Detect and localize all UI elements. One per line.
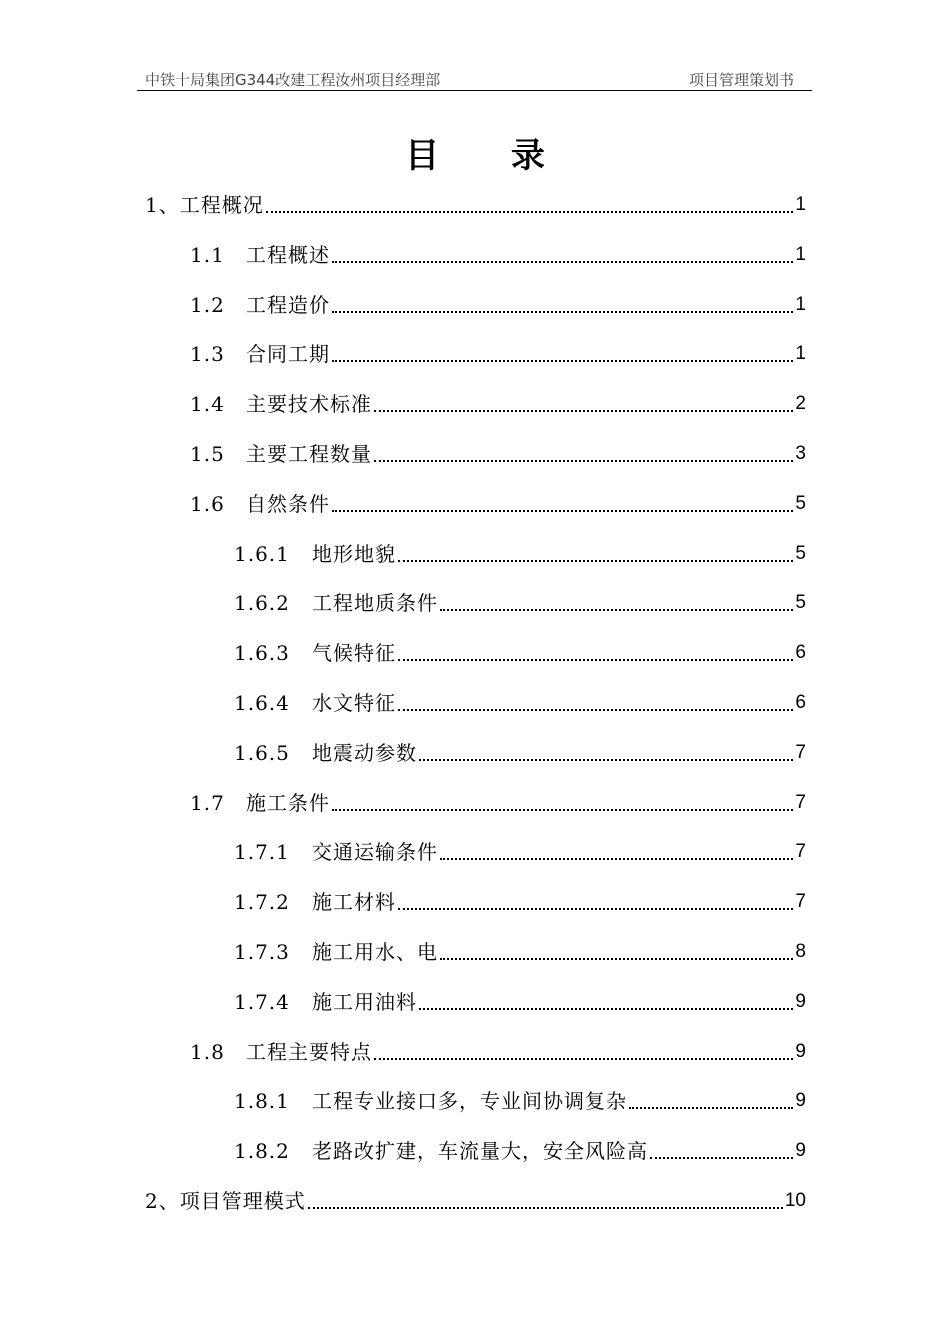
- toc-entry-page: 7: [795, 792, 806, 813]
- toc-entry-page: 1: [795, 194, 806, 215]
- toc-entry-page: 6: [795, 692, 806, 713]
- toc-entry[interactable]: [234, 884, 806, 914]
- toc-entry-number: 2、: [145, 1189, 180, 1213]
- toc-entry-page: 9: [795, 1140, 806, 1161]
- toc-entry-title: 交通运输条件: [312, 840, 438, 864]
- toc-leader-dots: [398, 559, 793, 562]
- toc-entry-number: 1.3: [190, 342, 225, 366]
- toc-entry-page: 9: [795, 1041, 806, 1062]
- toc-leader-dots: [419, 1007, 793, 1010]
- toc-entry-page: 2: [795, 393, 806, 414]
- toc-leader-dots: [332, 359, 793, 362]
- toc-entry-title: 工程概述: [246, 243, 330, 267]
- toc-leader-dots: [308, 1206, 783, 1209]
- toc-entry-page: 1: [795, 343, 806, 364]
- toc-entry-page: 8: [795, 941, 806, 962]
- toc-entry-title: 水文特征: [312, 691, 396, 715]
- toc-entry[interactable]: [145, 187, 806, 217]
- toc-entry[interactable]: [234, 1083, 806, 1113]
- toc-entry-title: 地形地貌: [312, 542, 396, 566]
- toc-entry-page: 5: [795, 493, 806, 514]
- toc-entry-title: 主要技术标准: [246, 392, 372, 416]
- toc-entry[interactable]: [190, 237, 806, 267]
- toc-entry-title: 工程概况: [179, 193, 264, 217]
- toc-entry[interactable]: [190, 386, 806, 416]
- toc-entry[interactable]: [234, 685, 806, 715]
- toc-entry[interactable]: [190, 1034, 806, 1064]
- toc-entry[interactable]: [190, 486, 806, 516]
- toc-entry-title: 项目管理模式: [179, 1189, 306, 1213]
- toc-leader-dots: [650, 1156, 793, 1159]
- toc-entry-number: 1.6.2: [234, 591, 290, 615]
- toc-leader-dots: [374, 459, 793, 462]
- toc-leader-dots: [419, 758, 793, 761]
- toc-leader-dots: [266, 210, 794, 213]
- toc-entry-title: 工程造价: [246, 293, 330, 317]
- toc-entry-number: 1.7.1: [234, 840, 290, 864]
- toc-entry-number: 1.7.4: [234, 990, 290, 1014]
- toc-entry-number: 1.6.4: [234, 691, 290, 715]
- toc-entry-number: 1.7: [190, 791, 225, 815]
- toc-entry-page: 1: [795, 244, 806, 265]
- toc-entry-title: 老路改扩建，车流量大，安全风险高: [312, 1139, 648, 1163]
- toc-entry-title: 工程主要特点: [246, 1040, 372, 1064]
- toc-entry-title: 施工条件: [246, 791, 330, 815]
- toc-entry[interactable]: [234, 984, 806, 1014]
- toc-entry-number: 1、: [145, 193, 180, 217]
- toc-entry[interactable]: [234, 934, 806, 964]
- toc-entry-page: 7: [795, 742, 806, 763]
- toc-entry-title: 自然条件: [246, 492, 330, 516]
- toc-entry-page: 9: [795, 1090, 806, 1111]
- toc-entry-page: 9: [795, 991, 806, 1012]
- toc-entry-page: 5: [795, 592, 806, 613]
- toc-entry-title: 工程专业接口多，专业间协调复杂: [312, 1089, 627, 1113]
- toc-entry-number: 1.6.1: [234, 542, 290, 566]
- toc-entry-page: 7: [795, 891, 806, 912]
- toc-entry-page: 1: [795, 294, 806, 315]
- toc-leader-dots: [440, 857, 793, 860]
- toc-entry-page: 6: [795, 642, 806, 663]
- toc-entry-page: 7: [795, 841, 806, 862]
- toc-leader-dots: [398, 708, 793, 711]
- toc-leader-dots: [332, 509, 793, 512]
- toc-entry-number: 1.8.1: [234, 1089, 290, 1113]
- toc-entry-title: 施工用油料: [312, 990, 417, 1014]
- header-right-text: 项目管理策划书: [688, 71, 794, 89]
- toc-entry-title: 主要工程数量: [246, 442, 372, 466]
- toc-entry[interactable]: [190, 287, 806, 317]
- toc-entry-number: 1.5: [190, 442, 225, 466]
- toc-entry-number: 1.7.2: [234, 890, 290, 914]
- toc-entry-title: 地震动参数: [312, 741, 417, 765]
- toc-entry-title: 施工材料: [312, 890, 396, 914]
- toc-entry-title: 施工用水、电: [312, 940, 438, 964]
- toc-entry[interactable]: [190, 785, 806, 815]
- toc-leader-dots: [440, 608, 793, 611]
- toc-title: 目 录: [405, 136, 575, 176]
- toc-leader-dots: [398, 907, 793, 910]
- toc-entry-number: 1.7.3: [234, 940, 290, 964]
- toc-leader-dots: [374, 409, 793, 412]
- toc-leader-dots: [332, 808, 793, 811]
- toc-entry-number: 1.6: [190, 492, 225, 516]
- toc-entry-page: 5: [795, 543, 806, 564]
- toc-leader-dots: [398, 658, 793, 661]
- toc-leader-dots: [440, 957, 793, 960]
- header-left-text: 中铁十局集团G344改建工程汝州项目经理部: [145, 71, 441, 89]
- toc-entry[interactable]: [234, 635, 806, 665]
- toc-entry-title: 气候特征: [312, 641, 396, 665]
- toc-entry[interactable]: [190, 336, 806, 366]
- toc-entry[interactable]: [234, 834, 806, 864]
- toc-entry-number: 1.4: [190, 392, 225, 416]
- toc-entry[interactable]: [145, 1183, 806, 1213]
- toc-entry[interactable]: [190, 436, 806, 466]
- toc-entry-number: 1.6.5: [234, 741, 290, 765]
- toc-entry[interactable]: [234, 1133, 806, 1163]
- toc-entry[interactable]: [234, 735, 806, 765]
- toc-entry-page: 3: [795, 443, 806, 464]
- toc-leader-dots: [374, 1057, 793, 1060]
- toc-entry-number: 1.8: [190, 1040, 225, 1064]
- toc-entry[interactable]: [234, 585, 806, 615]
- toc-entry[interactable]: [234, 536, 806, 566]
- toc-entry-number: 1.1: [190, 243, 225, 267]
- toc-leader-dots: [332, 260, 793, 263]
- toc-entry-title: 合同工期: [246, 342, 330, 366]
- toc-entry-page: 10: [784, 1190, 806, 1211]
- toc-entry-number: 1.2: [190, 293, 225, 317]
- toc-leader-dots: [332, 310, 793, 313]
- toc-leader-dots: [629, 1106, 793, 1109]
- toc-entry-number: 1.6.3: [234, 641, 290, 665]
- toc-entry-number: 1.8.2: [234, 1139, 290, 1163]
- toc-entry-title: 工程地质条件: [312, 591, 438, 615]
